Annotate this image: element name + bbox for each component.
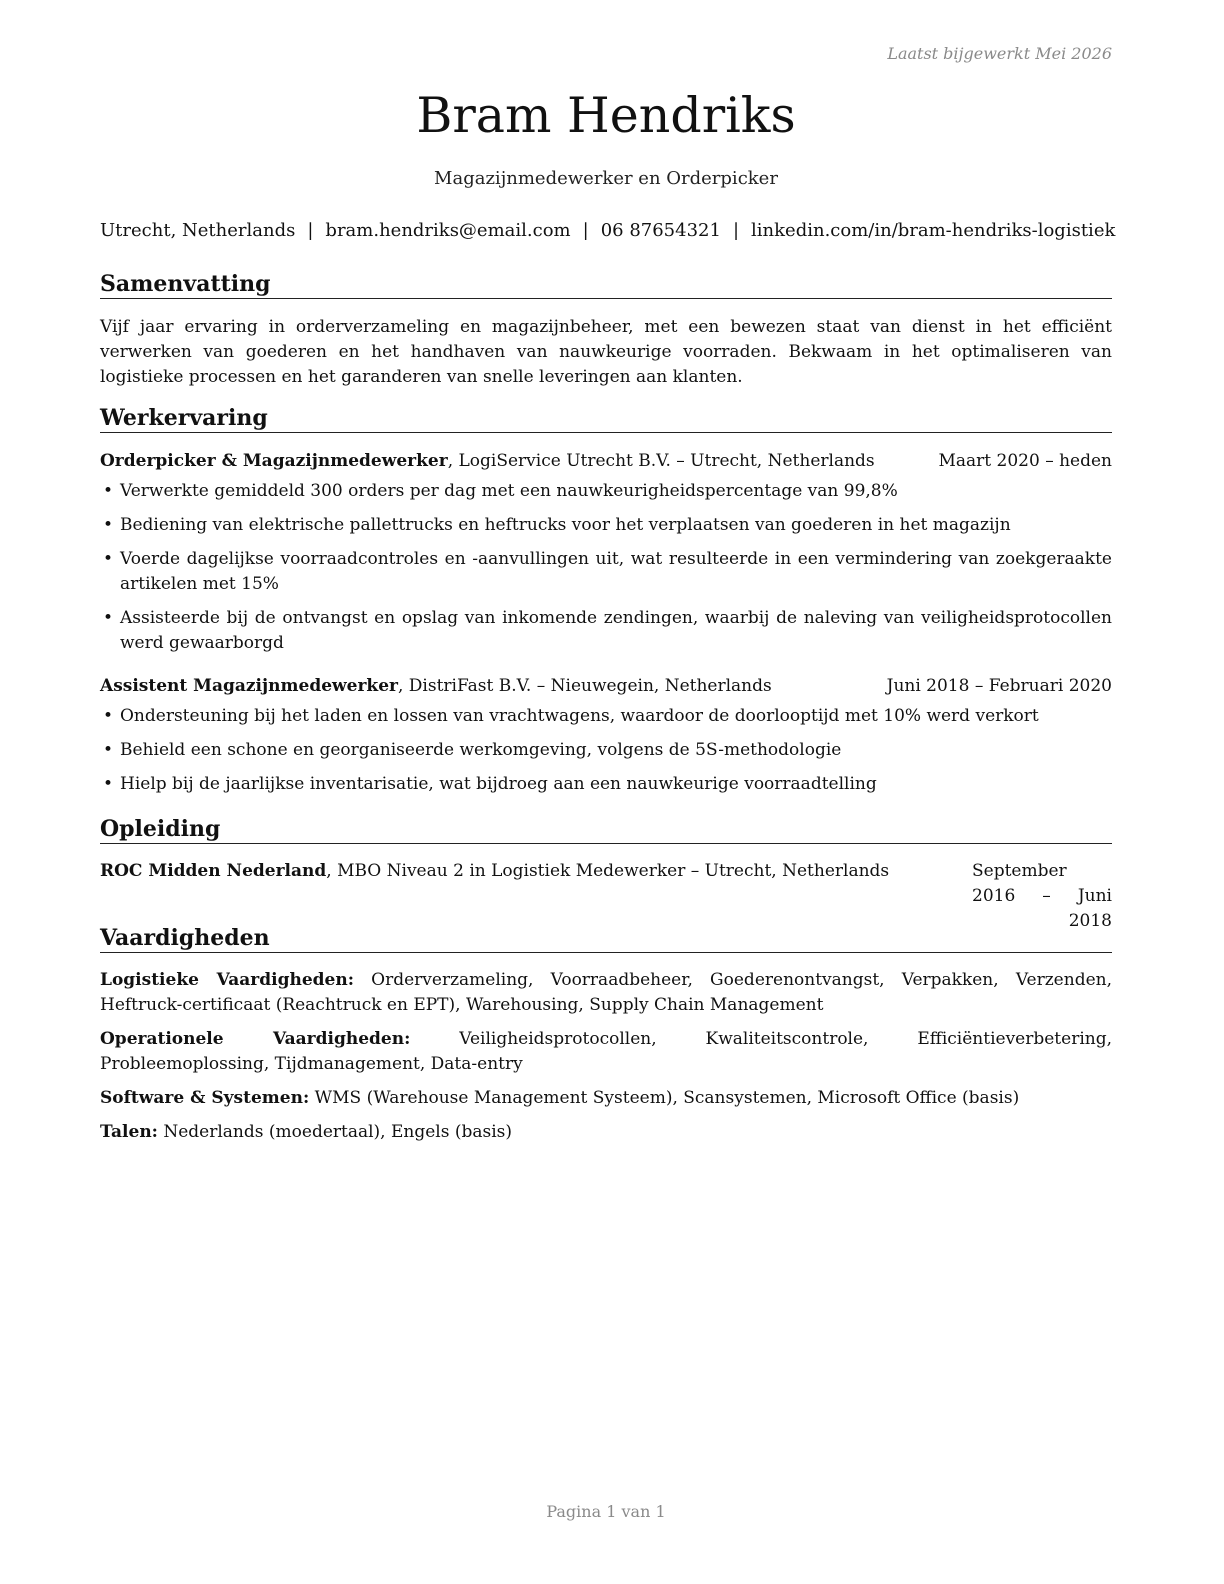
- job-role: Orderpicker & Magazijnmedewerker: [100, 451, 448, 471]
- summary-text: Vijf jaar ervaring in orderverzameling en magazijnbeheer, met een bewezen staat van dienst in het efficiënt verwerken van goederen en het handhaven van nauwkeurige voorraden. Bekwaam in het optimaliseren van logistieke processen en het garanderen van snelle leveringen aan klanten.: [100, 317, 1112, 387]
- bullet-icon: •: [103, 549, 114, 569]
- job-title-company: [100, 449, 875, 474]
- job-company: , LogiService Utrecht B.V. – Utrecht, Netherlands: [447, 451, 875, 471]
- bullet-text: Hielp bij de jaarlijkse inventarisatie, wat bijdroeg aan een nauwkeurige voorraadtelling: [120, 774, 877, 794]
- list-item: [100, 606, 1112, 656]
- job-header: [100, 674, 1112, 699]
- job-title-company: [100, 674, 772, 699]
- list-item: [100, 547, 1112, 597]
- section-heading-summary: Samenvatting: [100, 272, 1112, 299]
- bullet-text: Behield een schone en georganiseerde werkomgeving, volgens de 5S-methodologie: [120, 740, 842, 760]
- skill-label: Software & Systemen:: [100, 1088, 310, 1108]
- bullet-text: Ondersteuning bij het laden en lossen van vrachtwagens, waardoor de doorlooptijd met 10% werd verkort: [120, 706, 1039, 726]
- education-dates: September 2016 – Juni 2018: [972, 861, 1112, 931]
- last-updated-note: Laatst bijgewerkt Mei 2026: [887, 44, 1112, 63]
- list-item: [100, 704, 1112, 729]
- skill-row: [100, 1120, 1112, 1145]
- education-school: ROC Midden Nederland: [100, 861, 327, 881]
- bullet-icon: •: [103, 515, 114, 535]
- skill-value: WMS (Warehouse Management Systeem), Scansystemen, Microsoft Office (basis): [309, 1088, 1020, 1108]
- skill-row: [100, 1086, 1112, 1111]
- education-entry: [100, 859, 1112, 934]
- candidate-name: Bram Hendriks: [416, 87, 796, 144]
- bullet-text: Bediening van elektrische pallettrucks en heftrucks voor het verplaatsen van goederen in het magazijn: [120, 515, 1011, 535]
- skill-value: Orderverzameling, Voorraadbeheer, Goederenontvangst, Verpakken, Verzenden, Heftruck-certificaat (Reachtruck en EPT), Warehousing, Supply Chain Management: [100, 970, 1112, 1015]
- skill-label: Talen:: [100, 1122, 158, 1142]
- contact-line: [100, 220, 1116, 241]
- job-dates: Juni 2018 – Februari 2020: [886, 676, 1112, 696]
- contact-email[interactable]: bram.hendriks@email.com: [325, 220, 571, 241]
- contact-location: Utrecht, Netherlands: [100, 220, 296, 241]
- section-heading-experience: Werkervaring: [100, 406, 1112, 433]
- bullet-icon: •: [103, 706, 114, 726]
- list-item: [100, 479, 1112, 504]
- contact-separator: |: [582, 220, 589, 241]
- contact-linkedin[interactable]: linkedin.com/in/bram-hendriks-logistiek: [751, 220, 1116, 241]
- skill-row: [100, 1027, 1112, 1077]
- job-bullet-list: [100, 704, 1112, 806]
- job-header: [100, 449, 1112, 474]
- section-heading-skills: Vaardigheden: [100, 926, 1112, 953]
- skill-value: Veiligheidsprotocollen, Kwaliteitscontrole, Efficiëntieverbetering, Probleemoplossing, Tijdmanagement, Data-entry: [100, 1029, 1112, 1074]
- bullet-icon: •: [103, 774, 114, 794]
- skill-value: Nederlands (moedertaal), Engels (basis): [157, 1122, 513, 1142]
- education-detail: , MBO Niveau 2 in Logistiek Medewerker – Utrecht, Netherlands: [326, 861, 890, 881]
- list-item: [100, 513, 1112, 538]
- skill-label: Logistieke Vaardigheden:: [100, 970, 354, 990]
- bullet-icon: •: [103, 608, 114, 628]
- bullet-text: Verwerkte gemiddeld 300 orders per dag met een nauwkeurigheidspercentage van 99,8%: [120, 481, 898, 501]
- job-company: , DistriFast B.V. – Nieuwegein, Netherlands: [397, 676, 772, 696]
- skill-row: [100, 968, 1112, 1018]
- job-bullet-list: [100, 479, 1112, 665]
- education-institution: [100, 859, 889, 934]
- candidate-title: Magazijnmedewerker en Orderpicker: [434, 168, 778, 189]
- skill-label: Operationele Vaardigheden:: [100, 1029, 411, 1049]
- contact-separator: |: [732, 220, 740, 241]
- bullet-icon: •: [103, 481, 114, 501]
- section-heading-education: Opleiding: [100, 817, 1112, 844]
- bullet-text: Voerde dagelijkse voorraadcontroles en -aanvullingen uit, wat resulteerde in een vermindering van zoekgeraakte artikelen met 15%: [120, 549, 1112, 594]
- job-dates: Maart 2020 – heden: [938, 451, 1112, 471]
- bullet-icon: •: [103, 740, 114, 760]
- list-item: [100, 738, 1112, 763]
- job-role: Assistent Magazijnmedewerker: [100, 676, 398, 696]
- contact-separator: |: [307, 220, 314, 241]
- list-item: [100, 772, 1112, 797]
- contact-phone[interactable]: 06 87654321: [600, 220, 721, 241]
- resume-page: [100, 0, 1116, 1584]
- page-number: Pagina 1 van 1: [546, 1502, 666, 1521]
- bullet-text: Assisteerde bij de ontvangst en opslag van inkomende zendingen, waarbij de naleving van veiligheidsprotocollen werd gewaarborgd: [120, 608, 1112, 653]
